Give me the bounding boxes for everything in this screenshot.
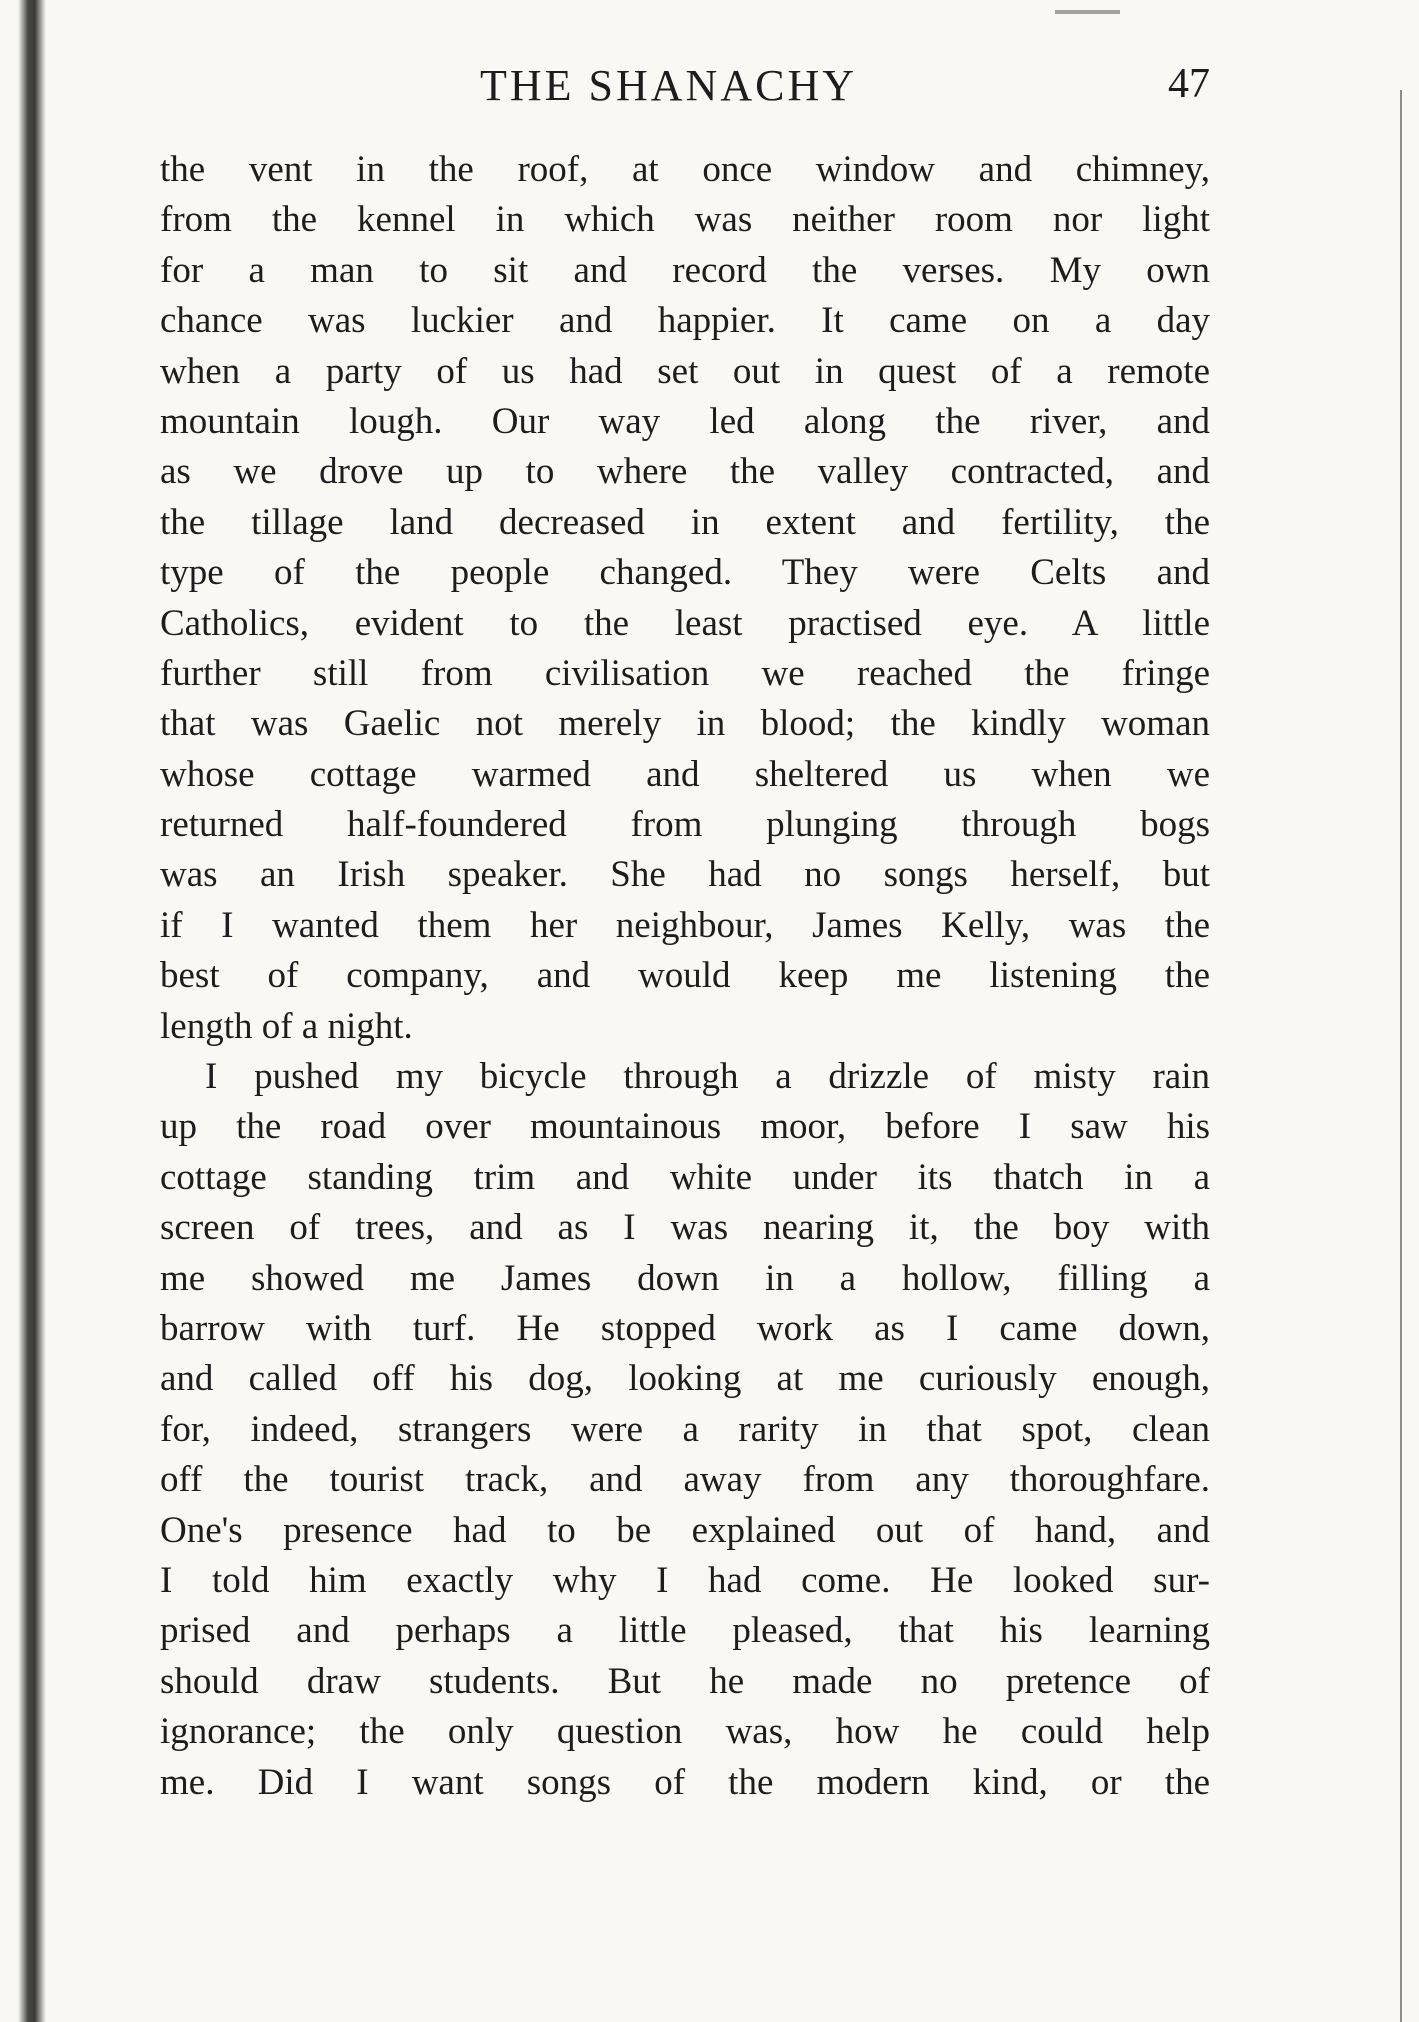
text-line: was an Irish speaker. She had no songs herself, but — [160, 854, 1210, 896]
page-right-edge — [1400, 90, 1402, 2022]
text-line: the tillage land decreased in extent and fertility, the — [160, 501, 1210, 543]
text-line: off the tourist track, and away from any thoroughfare. — [160, 1459, 1210, 1501]
text-line: returned half-foundered from plunging through bogs — [160, 804, 1210, 846]
text-line: and called off his dog, looking at me curiously enough, — [160, 1358, 1210, 1400]
page-binding-edge — [18, 0, 46, 2022]
scan-mark — [1055, 10, 1120, 14]
text-line: Catholics, evident to the least practised eye. A little — [160, 602, 1210, 644]
running-head: THE SHANACHY — [480, 61, 857, 110]
text-line: if I wanted them her neighbour, James Kelly, was the — [160, 904, 1210, 946]
text-line: when a party of us had set out in quest of a remote — [160, 350, 1210, 392]
text-line: me. Did I want songs of the modern kind, or the — [160, 1761, 1210, 1803]
text-line: I told him exactly why I had come. He looked sur- — [160, 1559, 1210, 1601]
paragraph-start-line: I pushed my bicycle through a drizzle of misty rain — [205, 1056, 1210, 1098]
paragraph-end-line: length of a night. — [160, 1005, 413, 1047]
text-line: that was Gaelic not merely in blood; the kindly woman — [160, 703, 1210, 745]
text-line: the vent in the roof, at once window and chimney, — [160, 149, 1210, 190]
text-line: barrow with turf. He stopped work as I came down, — [160, 1307, 1210, 1349]
text-line: prised and perhaps a little pleased, that his learning — [160, 1610, 1210, 1652]
text-line: type of the people changed. They were Celts and — [160, 552, 1210, 594]
text-line: should draw students. But he made no pretence of — [160, 1660, 1210, 1702]
text-line: One's presence had to be explained out of hand, and — [160, 1509, 1210, 1551]
text-line: further still from civilisation we reached the fringe — [160, 652, 1210, 694]
text-line: from the kennel in which was neither room nor light — [160, 199, 1210, 241]
text-line: for a man to sit and record the verses. My own — [160, 249, 1210, 291]
body-text — [160, 145, 1210, 1808]
text-line: for, indeed, strangers were a rarity in that spot, clean — [160, 1408, 1210, 1450]
text-line: me showed me James down in a hollow, filling a — [160, 1257, 1210, 1299]
text-line: cottage standing trim and white under its thatch in a — [160, 1156, 1210, 1198]
page-header — [160, 60, 1210, 120]
text-line: as we drove up to where the valley contracted, and — [160, 451, 1210, 493]
text-line: ignorance; the only question was, how he could help — [160, 1711, 1210, 1753]
text-line: whose cottage warmed and sheltered us when we — [160, 753, 1210, 795]
text-line: mountain lough. Our way led along the river, and — [160, 400, 1210, 442]
text-line: up the road over mountainous moor, before I saw his — [160, 1106, 1210, 1148]
text-line: chance was luckier and happier. It came on a day — [160, 300, 1210, 342]
page-number: 47 — [1168, 61, 1210, 107]
text-line: screen of trees, and as I was nearing it, the boy with — [160, 1207, 1210, 1249]
text-line: best of company, and would keep me listening the — [160, 955, 1210, 997]
